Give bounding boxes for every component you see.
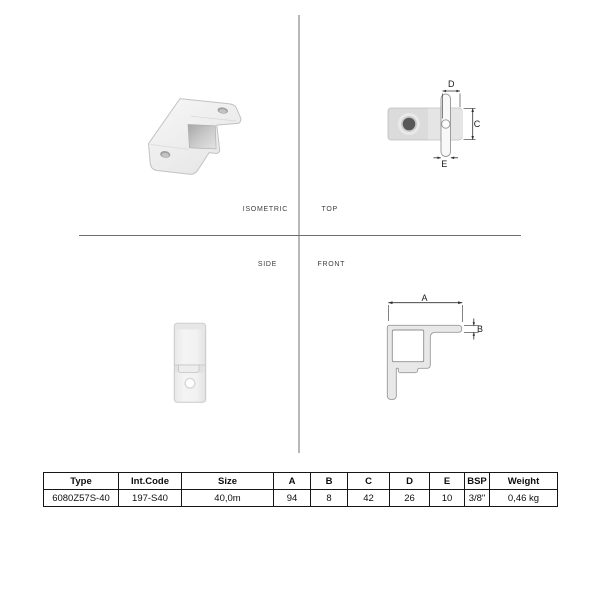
side-view-hole	[186, 379, 194, 387]
isometric-socket-opening	[188, 124, 216, 148]
cell-b: 8	[311, 490, 348, 507]
side-view-body	[174, 323, 205, 402]
dim-label-d: D	[448, 79, 455, 90]
side-view-tab	[178, 365, 199, 373]
cell-d: 26	[390, 490, 430, 507]
cell-weight: 0,46 kg	[490, 490, 558, 507]
dim-label-a: A	[421, 292, 428, 303]
view-label-side: SIDE	[257, 261, 277, 268]
front-view-tube-hole	[392, 330, 423, 362]
dimension-a	[388, 301, 462, 322]
view-label-front: FRONT	[317, 261, 346, 268]
isometric-view	[149, 99, 241, 175]
col-header-a: A	[274, 473, 311, 490]
col-header-e: E	[430, 473, 465, 490]
spec-data-row	[44, 490, 558, 507]
cell-a: 94	[274, 490, 311, 507]
cell-size: 40,0m	[182, 490, 274, 507]
col-header-intcode: Int.Code	[119, 473, 182, 490]
col-header-bsp: BSP	[465, 473, 490, 490]
col-header-type: Type	[44, 473, 119, 490]
cell-bsp: 3/8"	[465, 490, 490, 507]
top-view-hole	[403, 118, 416, 131]
spec-table	[43, 472, 558, 507]
cell-type: 6080Z57S-40	[44, 490, 119, 507]
side-view	[174, 323, 205, 402]
col-header-d: D	[390, 473, 430, 490]
view-label-isometric: ISOMETRIC	[242, 205, 288, 213]
col-header-c: C	[348, 473, 390, 490]
col-header-weight: Weight	[490, 473, 558, 490]
dim-label-e: E	[441, 159, 448, 170]
dim-label-c: C	[473, 119, 481, 130]
cell-e: 10	[430, 490, 465, 507]
cell-intcode: 197-S40	[119, 490, 182, 507]
top-view	[388, 90, 476, 159]
top-view-pin-circle	[442, 120, 450, 128]
dim-label-b: B	[476, 323, 484, 334]
spec-header-row	[44, 473, 558, 490]
side-view-top-edge	[175, 324, 206, 330]
view-label-top: TOP	[321, 205, 338, 213]
front-view	[387, 301, 478, 399]
col-header-b: B	[311, 473, 348, 490]
col-header-size: Size	[182, 473, 274, 490]
cell-c: 42	[348, 490, 390, 507]
